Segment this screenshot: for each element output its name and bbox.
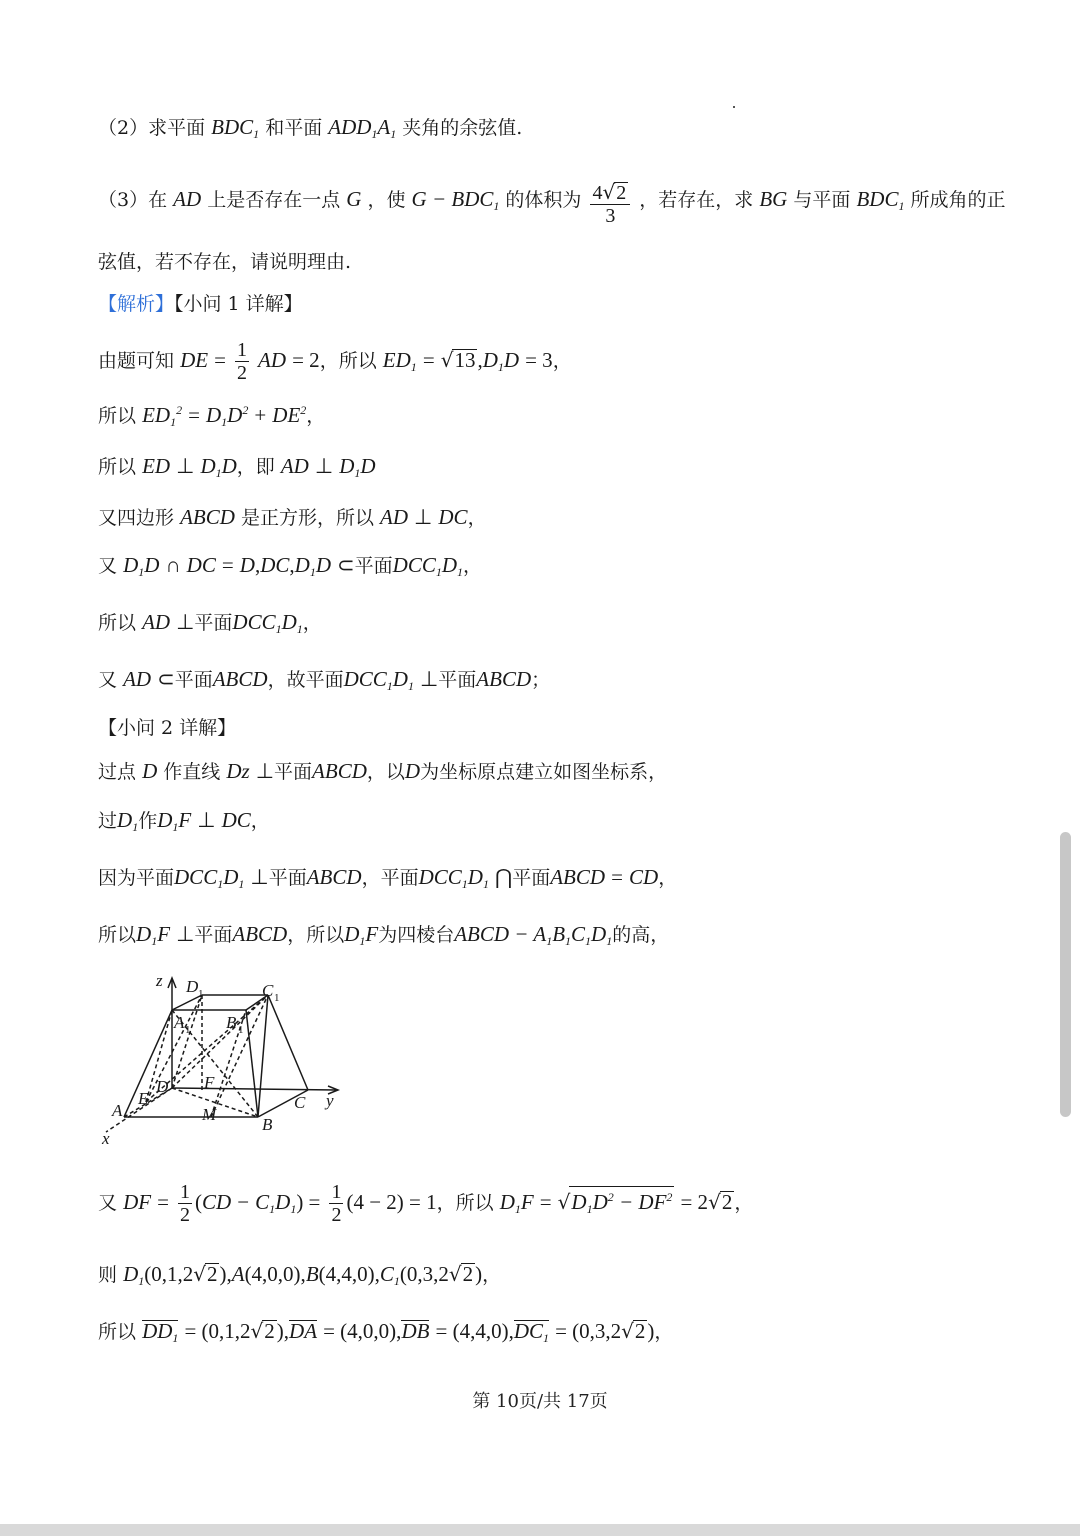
speck xyxy=(733,106,735,108)
solution-line-7: 又 AD ⊂平面ABCD，故平面$DCC_1D_1$ ⊥平面ABCD； xyxy=(98,667,551,693)
solution-line-9: 过$D_1$作$D_1F$ ⊥ DC， xyxy=(98,808,270,834)
label-C1: C xyxy=(262,981,274,1000)
solution-line-10: 因为平面$DCC_1D_1$ ⊥平面ABCD，平面$DCC_1D_1$ ⋂平面ABCD = CD， xyxy=(98,865,678,891)
solution-line-1: 由题可知 DE = $\frac{1}{2}$ AD = 2，所以 $ED_1 = √13,D_1D = 3$， xyxy=(98,339,572,384)
label-z: z xyxy=(156,971,163,990)
label-x: x xyxy=(102,1129,110,1148)
label-M: M xyxy=(202,1105,217,1124)
analysis-tag: 【解析】 xyxy=(98,293,175,315)
solution-line-8: 过点 D 作直线 Dz ⊥平面ABCD，以D为坐标原点建立如图坐标系， xyxy=(98,759,668,783)
question-2: （2）求平面 $BDC_1$ 和平面 $ADD_1A_1$ 夹角的余弦值. xyxy=(98,115,523,141)
question-3-cont: 弦值，若不存在，请说明理由. xyxy=(98,251,352,273)
label-E: E xyxy=(138,1089,149,1108)
label-B1: B xyxy=(226,1013,237,1032)
solution-line-2: 所以 $ED_1^2 = D_1D^2 + DE^2$， xyxy=(98,403,326,429)
part1-tag: 【小问 1 详解】 xyxy=(174,293,303,315)
label-C1-sub: 1 xyxy=(274,992,280,1004)
question-3: （3）在 AD 上是否存在一点 G ，使 $G - BDC_1$ 的体积为 $\frac{4√2}{3}$ ，若存在，求 BG 与平面 $BDC_1$ 所成角的正 xyxy=(98,180,1006,227)
page-footer: 第 10页/共 17页 xyxy=(472,1391,608,1412)
part2-tag: 【小问 2 详解】 xyxy=(98,717,237,739)
solution-line-14: 所以 $DD_1 = (0,1,2√2),DA = (4,0,0),DB = (4,4,0),DC_1 = (0,3,2√2)$， xyxy=(98,1317,673,1348)
label-F: F xyxy=(204,1073,215,1092)
solution-line-11: 所以$D_1F$ ⊥平面ABCD，所以$D_1F$为四棱台ABCD − $A_1B_1C_1D_1$的高， xyxy=(98,922,670,948)
label-D1: D xyxy=(186,977,199,996)
label-D: D xyxy=(156,1077,169,1096)
y-axis xyxy=(172,1088,336,1090)
edge-BB1 xyxy=(246,1010,258,1117)
solution-line-13: 则 $D_1(0,1,2√2),A(4,0,0),B(4,4,0),C_1(0,3,2√2)$， xyxy=(98,1262,502,1288)
solution-line-6: 所以 AD ⊥平面$DCC_1D_1$， xyxy=(98,610,322,636)
frustum-figure xyxy=(96,970,356,1150)
label-B1-sub: 1 xyxy=(238,1024,244,1036)
solution-line-4: 又四边形 ABCD 是正方形，所以 AD ⊥ DC， xyxy=(98,505,487,529)
edge-DD1 xyxy=(172,995,202,1088)
horizontal-scrollbar[interactable] xyxy=(0,1524,1080,1536)
solution-line-3: 所以 ED ⊥ $D_1D$，即 AD ⊥ $D_1D$ xyxy=(98,454,376,480)
label-C: C xyxy=(294,1093,306,1112)
edge-CC1 xyxy=(268,995,308,1090)
label-y: y xyxy=(326,1091,334,1110)
figure-labels xyxy=(101,971,334,1148)
solution-line-12: 又 DF = $\frac{1}{2}$ $(CD - C_1D_1)$ = $\frac{1}{2}$ (4 − 2) = 1，所以 $D_1F = √D_1D^2 - DF^2 = 2√2$ ， xyxy=(98,1181,754,1226)
label-A1: A xyxy=(174,1013,185,1032)
vertical-scrollbar[interactable] xyxy=(1060,832,1071,1117)
solution-line-5: 又 $D_1D$ ∩ DC = $D,DC,D_1D$ ⊂平面$DCC_1D_1$， xyxy=(98,553,483,579)
label-A1-sub: 1 xyxy=(185,1024,191,1036)
label-A: A xyxy=(112,1101,123,1120)
analysis-header xyxy=(98,290,303,318)
label-B: B xyxy=(262,1115,273,1134)
label-D1-sub: 1 xyxy=(198,988,204,1000)
